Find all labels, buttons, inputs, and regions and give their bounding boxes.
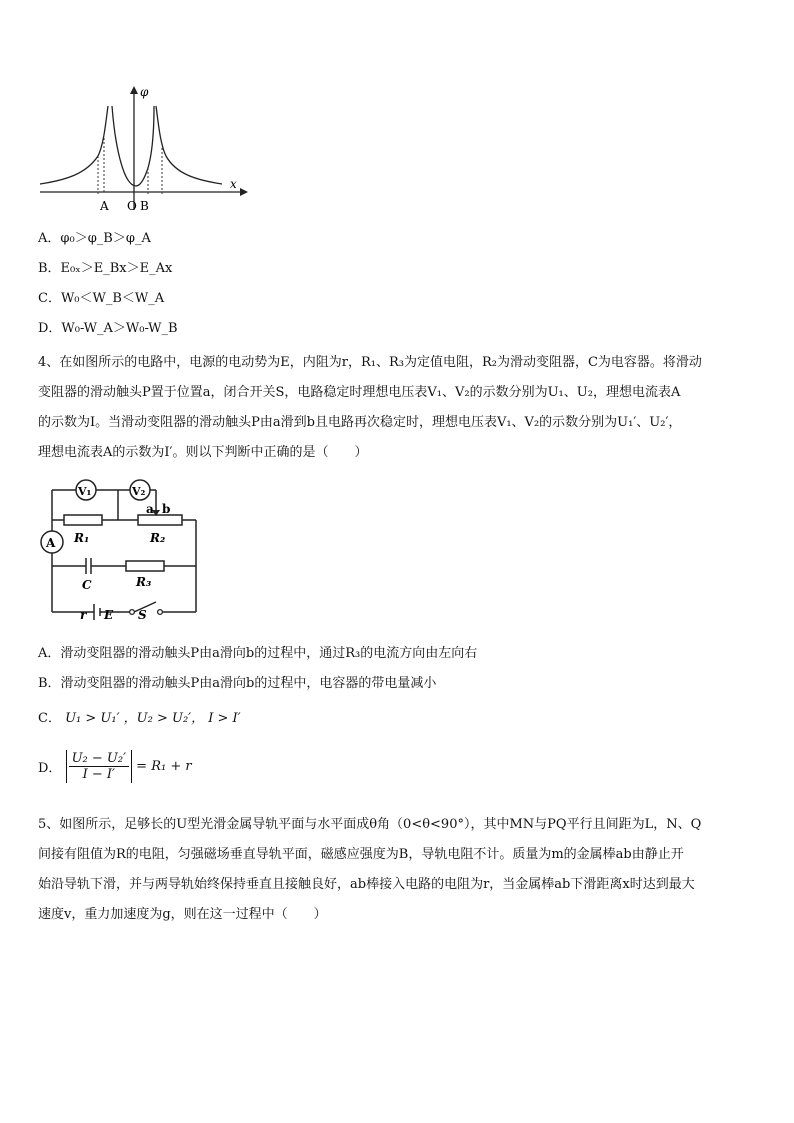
q4-option-c-expr: U₁ > U₁′ ，U₂ > U₂′， I > I′ bbox=[65, 711, 241, 726]
v2-label: V₂ bbox=[132, 485, 146, 498]
r2-label: R₂ bbox=[150, 531, 166, 545]
q3-option-d[interactable]: D．W₀-W_A＞W₀-W_B bbox=[38, 321, 178, 336]
s-label: S bbox=[138, 608, 147, 620]
q4-option-d-fraction bbox=[69, 751, 129, 782]
q4-stem-line-1: 4、在如图所示的电路中，电源的电动势为E，内阻为r，R₁、R₃为定值电阻，R₂为滑动变阻器，C为电容器。将滑动 bbox=[38, 355, 702, 370]
r1-label: R₁ bbox=[74, 531, 90, 545]
q4-stem-line-2: 变阻器的滑动触头P置于位置a，闭合开关S，电路稳定时理想电压表V₁、V₂的示数分别为U₁、U₂，理想电流表A bbox=[38, 385, 681, 400]
q4-option-c[interactable] bbox=[38, 710, 241, 728]
axis-x-label: x bbox=[230, 177, 237, 191]
q4-option-d-label: D． bbox=[38, 761, 62, 776]
q5-stem-line-2: 间接有阻值为R的电阻，匀强磁场垂直导轨平面，磁感应强度为B，导轨电阻不计。质量为m的金属棒ab由静止开 bbox=[38, 847, 684, 862]
q4-stem bbox=[38, 348, 758, 468]
slider-b-label: b bbox=[162, 502, 171, 516]
q4-option-c-label: C． bbox=[38, 711, 61, 726]
q4-option-d[interactable] bbox=[38, 750, 192, 783]
q4-option-d-rhs: = R₁ + r bbox=[136, 759, 192, 774]
q5-stem bbox=[38, 810, 758, 930]
q5-stem-line-3: 始沿导轨下滑，并与两导轨始终保持垂直且接触良好，ab棒接入电路的电阻为r，当金属棒ab下滑距离x时达到最大 bbox=[38, 877, 695, 892]
r-label: r bbox=[80, 608, 87, 620]
q4-option-b[interactable]: B．滑动变阻器的滑动触头P由a滑向b的过程中，电容器的带电量减小 bbox=[38, 676, 437, 691]
a-meter-label: A bbox=[46, 536, 56, 550]
q4-option-d-numerator: U₂ − U₂′ bbox=[69, 751, 129, 767]
potential-graph bbox=[36, 84, 248, 214]
q5-stem-line-4: 速度v，重力加速度为g，则在这一过程中（ ） bbox=[38, 907, 327, 922]
q3-option-a[interactable]: A．φ₀＞φ_B＞φ_A bbox=[38, 231, 151, 246]
q4-option-d-abs bbox=[66, 750, 132, 783]
r3-label: R₃ bbox=[136, 575, 152, 589]
q5-stem-line-1: 5、如图所示，足够长的U型光滑金属导轨平面与水平面成θ角（0<θ<90°），其中MN与PQ平行且间距为L，N、Q bbox=[38, 817, 702, 832]
q4-stem-line-3: 的示数为I。当滑动变阻器的滑动触头P由a滑到b且电路再次稳定时，理想电压表V₁、V₂的示数分别为U₁′、U₂′， bbox=[38, 415, 682, 430]
point-o-label: O bbox=[127, 199, 137, 213]
q4-option-d-denominator: I − I′ bbox=[82, 767, 115, 782]
point-a-label: A bbox=[100, 199, 109, 213]
axis-phi-label: φ bbox=[140, 85, 149, 99]
point-b-label: B bbox=[140, 199, 149, 213]
q3-option-c[interactable]: C．W₀＜W_B＜W_A bbox=[38, 291, 165, 306]
slider-a-label: a bbox=[146, 502, 154, 516]
q4-option-a[interactable]: A．滑动变阻器的滑动触头P由a滑向b的过程中，通过R₃的电流方向由左向右 bbox=[38, 646, 478, 661]
e-label: E bbox=[104, 608, 114, 620]
circuit-diagram bbox=[34, 476, 200, 620]
q4-stem-line-4: 理想电流表A的示数为I′。则以下判断中正确的是（ ） bbox=[38, 445, 368, 460]
c-label: C bbox=[82, 578, 92, 592]
v1-label: V₁ bbox=[78, 485, 92, 498]
q3-option-b[interactable]: B．E₀ₓ＞E_Bx＞E_Ax bbox=[38, 261, 173, 276]
